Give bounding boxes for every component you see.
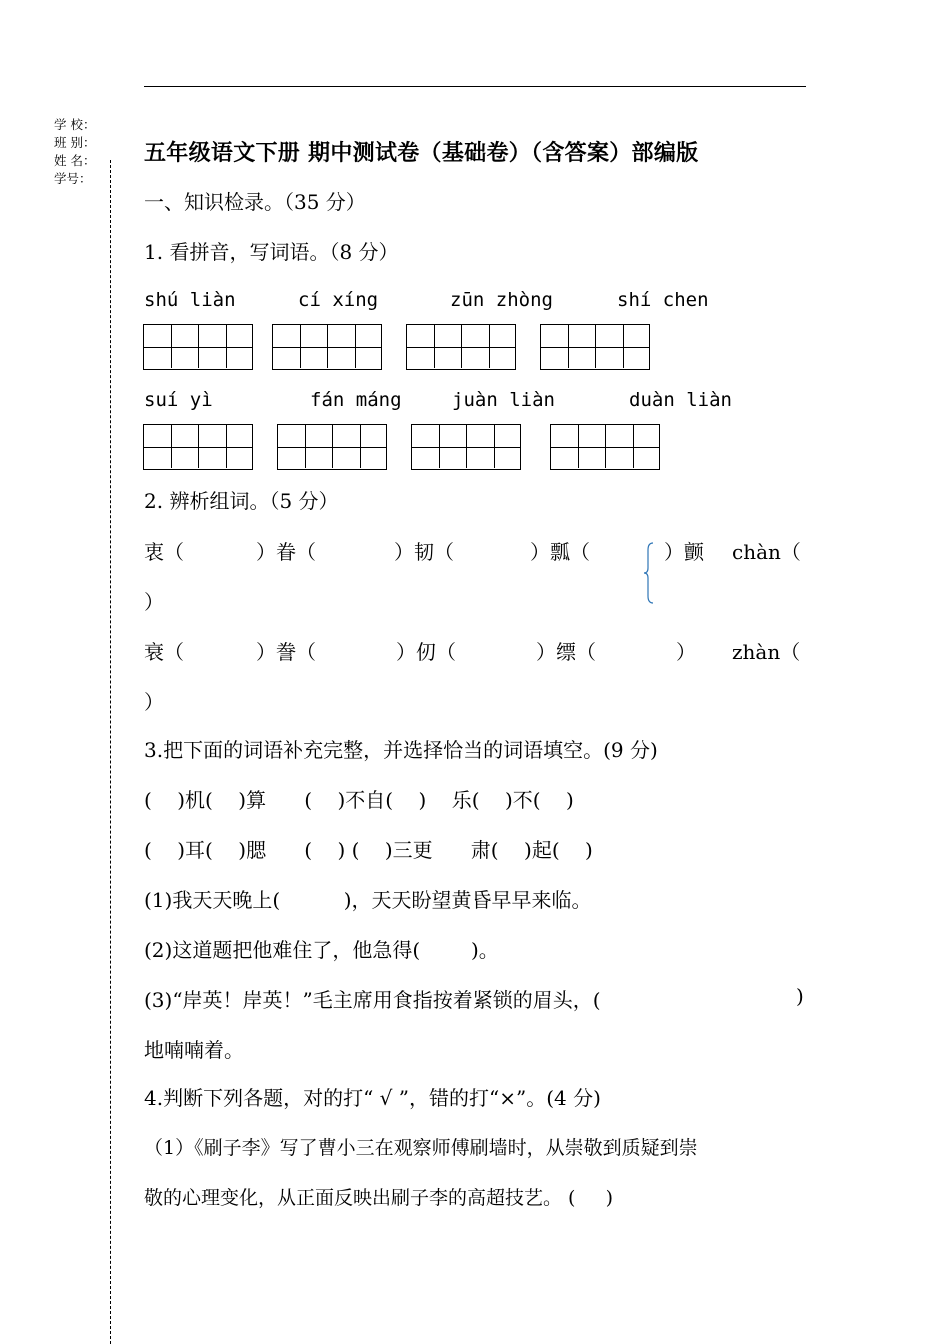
writing-grid-2[interactable]	[272, 324, 382, 370]
q3-words-line2: ( )耳( )腮 ( ) ( )三更 肃( )起( )	[144, 838, 593, 862]
writing-grid-1[interactable]	[143, 324, 253, 370]
brace-icon	[644, 542, 654, 604]
q2-r2-item4: ）缥（	[536, 640, 596, 664]
q2-r1-item3: ）韧（	[394, 540, 454, 564]
writing-grid-6[interactable]	[277, 424, 387, 470]
student-number-label: 学号：	[54, 171, 92, 186]
pinyin-1: shú liàn	[144, 289, 236, 311]
q2-r2-item5: ）	[676, 640, 696, 664]
header-rule	[144, 86, 806, 87]
q4-item1-line2: 敬的心理变化，从正面反映出刷子李的高超技艺。 ( )	[144, 1187, 614, 1209]
q3-sentence-1: (1)我天天晚上( )，天天盼望黄昏早早来临。	[144, 888, 592, 912]
writing-grid-7[interactable]	[411, 424, 521, 470]
q3-words-line1: ( )机( )算 ( )不自( ) 乐( )不( )	[144, 788, 574, 812]
q2-r1-item6: chàn（	[732, 540, 801, 564]
name-label: 姓 名：	[54, 153, 96, 168]
q2-r2-item2: ）誊（	[256, 640, 316, 664]
q2-r2-item1: 衰（	[144, 640, 184, 664]
q4-item1-line1: （1）《刷子李》写了曹小三在观察师傅刷墙时，从崇敬到质疑到崇	[144, 1137, 698, 1159]
q2-r1-item4: ）瓢（	[530, 540, 590, 564]
pinyin-5: suí yì	[144, 389, 213, 411]
writing-grid-3[interactable]	[406, 324, 516, 370]
q3-sentence-3: (3)“岸英！岸英！”毛主席用食指按着紧锁的眉头，(	[144, 988, 601, 1012]
q2-r1-item1: 衷（	[144, 540, 184, 564]
q2-r1-item2: ）眷（	[256, 540, 316, 564]
q2-r2-item6: zhàn（	[732, 640, 801, 664]
page-title: 五年级语文下册 期中测试卷（基础卷）（含答案）部编版	[144, 140, 699, 166]
school-label: 学 校：	[54, 117, 96, 132]
q3-sentence-2: (2)这道题把他难住了，他急得( )。	[144, 938, 499, 962]
q2-heading: 2. 辨析组词。（5 分）	[144, 489, 339, 513]
writing-grid-5[interactable]	[143, 424, 253, 470]
pinyin-8: duàn liàn	[629, 389, 732, 411]
q3-sentence-3-close: )	[796, 984, 804, 1008]
q3-sentence-3-cont: 地喃喃着。	[144, 1038, 244, 1062]
pinyin-4: shí chen	[617, 289, 709, 311]
q2-r2-item3: ）仞（	[396, 640, 456, 664]
class-label: 班 别：	[54, 135, 96, 150]
section1-heading: 一、知识检录。（35 分）	[144, 190, 366, 214]
pinyin-3: zūn zhòng	[450, 289, 553, 311]
q1-heading: 1. 看拼音，写词语。（8 分）	[144, 240, 399, 264]
q2-r1-tail: ）	[144, 590, 164, 614]
q2-r1-item5: ）颤	[664, 540, 704, 564]
q2-r2-tail: ）	[144, 690, 164, 714]
pinyin-6: fán máng	[310, 389, 402, 411]
writing-grid-8[interactable]	[550, 424, 660, 470]
q4-heading: 4.判断下列各题，对的打“ √ ”，错的打“×”。(4 分)	[144, 1086, 601, 1110]
pinyin-7: juàn liàn	[452, 389, 555, 411]
writing-grid-4[interactable]	[540, 324, 650, 370]
q3-heading: 3.把下面的词语补充完整，并选择恰当的词语填空。(9 分)	[144, 738, 658, 762]
pinyin-2: cí xíng	[298, 289, 379, 311]
